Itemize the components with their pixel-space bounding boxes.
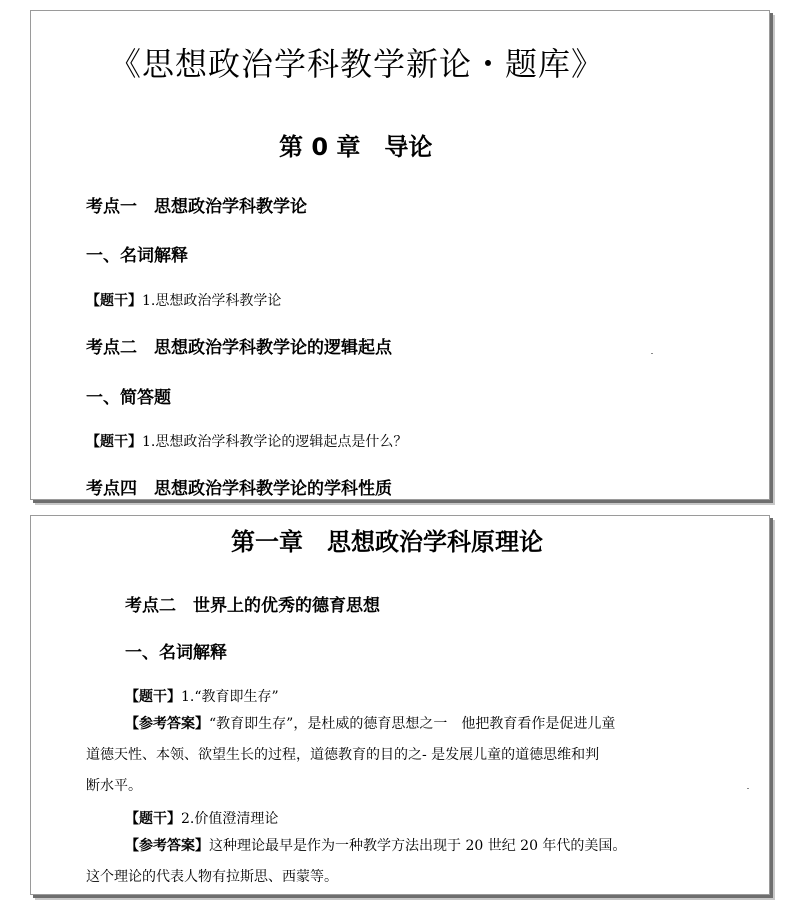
question-item: [86, 431, 407, 451]
question-item: [125, 808, 278, 828]
document-page-2: [30, 515, 770, 895]
answer-text: “教育即生存”，是杜威的德育思想之一 他把教育看作是促进儿童: [209, 716, 616, 732]
scan-speck: [651, 353, 653, 354]
answer-text: 这种理论最早是作为一种教学方法出现于 20 世纪 20 年代的美国。: [209, 838, 627, 854]
question-item: [125, 686, 279, 706]
question-text: 1.“教育即生存”: [181, 689, 279, 705]
question-tag: 【题干】: [125, 689, 181, 705]
question-text: 1.思想政治学科教学论: [142, 293, 282, 309]
answer-line: 这个理论的代表人物有拉斯思、西蒙等。: [86, 869, 338, 885]
exam-point-heading: 考点二 世界上的优秀的德育思想: [125, 596, 380, 616]
question-type-heading: 一、简答题: [86, 388, 171, 408]
answer-line: [125, 709, 615, 740]
answer-line: 断水平。: [86, 778, 142, 794]
question-text: 2.价值澄清理论: [181, 811, 279, 827]
chapter-title: 第 0 章 导论: [279, 133, 433, 161]
answer-line: 道德天性、本领、欲望生长的过程，道德教育的目的之- 是发展儿童的道德思维和判: [86, 747, 600, 763]
question-item: [86, 290, 281, 310]
question-text: 1.思想政治学科教学论的逻辑起点是什么？: [142, 434, 408, 450]
chapter-title: 第一章 思想政治学科原理论: [231, 528, 543, 556]
question-type-heading: 一、名词解释: [125, 643, 227, 663]
exam-point-heading: 考点二 思想政治学科教学论的逻辑起点: [86, 338, 392, 358]
exam-point-heading: 考点一 思想政治学科教学论: [86, 197, 307, 217]
document-page-1: [30, 10, 770, 500]
exam-point-heading: 考点四 思想政治学科教学论的学科性质: [86, 479, 392, 499]
question-type-heading: 一、名词解释: [86, 246, 188, 266]
question-tag: 【题干】: [125, 811, 181, 827]
question-tag: 【题干】: [86, 293, 142, 309]
answer-tag: 【参考答案】: [125, 838, 209, 854]
answer-tag: 【参考答案】: [125, 716, 209, 732]
answer-line: [125, 831, 626, 862]
book-title: 《思想政治学科教学新论・题库》: [109, 45, 605, 83]
question-tag: 【题干】: [86, 434, 142, 450]
scan-speck: [747, 788, 749, 789]
